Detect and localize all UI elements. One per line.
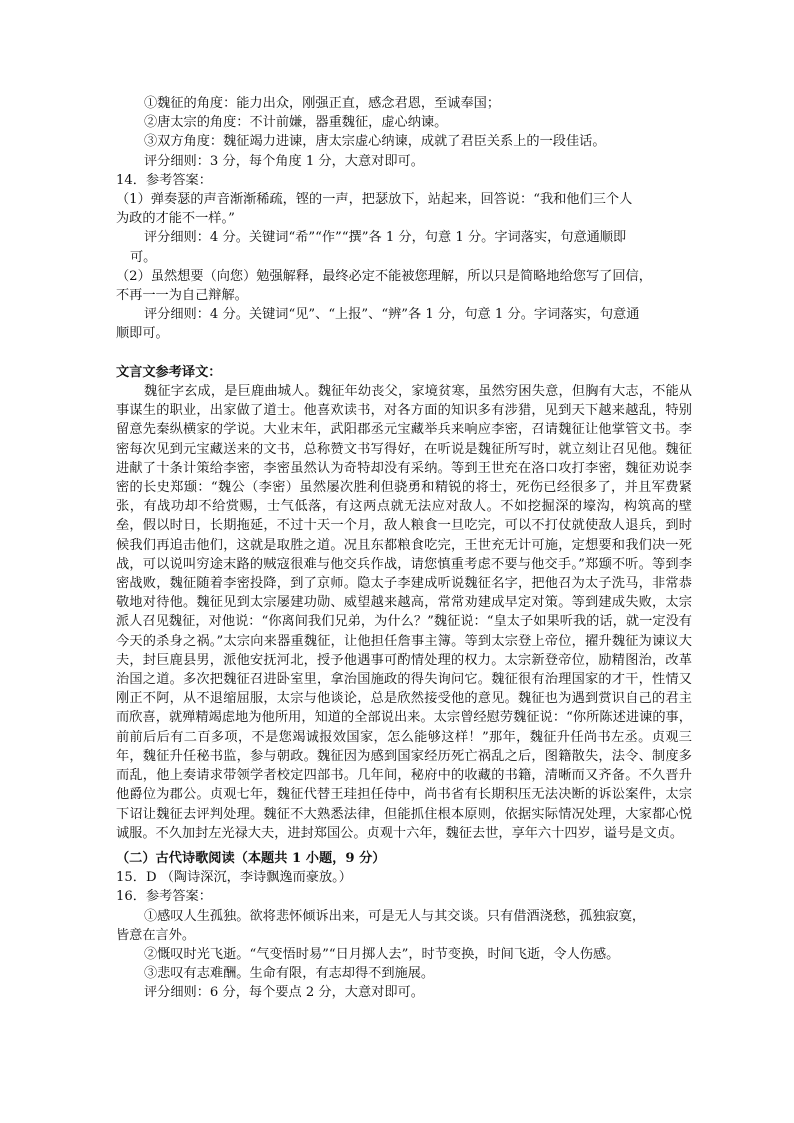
scoring-note: 评分细则：3 分，每个角度 1 分，大意对即可。	[144, 153, 424, 169]
question-14-heading: 14．参考答案：	[116, 172, 212, 188]
scoring-note: 顺即可。	[116, 326, 169, 342]
answer-2-line: 不再一一为自己辩解。	[116, 288, 248, 304]
question-15-answer: 15．D （陶诗深沉，李诗飘逸而豪放。）	[116, 870, 352, 886]
answer-point-2: ②唐太宗的角度：不计前嫌，器重魏征，虚心纳谏。	[144, 115, 448, 131]
scoring-note: 评分细则：4 分。关键词“见”、“上报”、“辨”各 1 分，句意 1 分。字词落实，句意通	[144, 307, 640, 323]
spacer	[116, 344, 692, 363]
answer-point-1: ①魏征的角度：能力出众，刚强正直，感念君恩，至诚奉国；	[144, 96, 501, 111]
scoring-note: 评分细则：6 分，每个要点 2 分，大意对即可。	[144, 985, 424, 1001]
answer-point-3: ③悲叹有志难酬。生命有限，有志却得不到施展。	[144, 966, 435, 982]
scoring-note: 可。	[130, 249, 157, 265]
translation-section	[116, 363, 692, 843]
answer-1-line: 为政的才能不一样。”	[116, 211, 235, 227]
scoring-note: 评分细则：4 分。关键词“希”“作”“撰”各 1 分，句意 1 分。字词落实，句意通顺即	[144, 230, 627, 246]
answer-2-line: （2）虽然想要（向您）勉强解释，最终必定不能被您理解，所以只是简略地给您写了回信，	[116, 268, 652, 284]
question-16-heading: 16．参考答案：	[116, 889, 212, 905]
poetry-heading: （二）古代诗歌阅读（本题共 1 小题，9 分）	[116, 850, 386, 866]
section-13-answers	[116, 94, 692, 171]
document-page	[116, 94, 692, 1003]
translation-body: 魏征字玄成，是巨鹿曲城人。魏征年幼丧父，家境贫寒，虽然穷困失意，但胸有大志，不能从事谋生的职业，出家做了道士。他喜欢读书，对各方面的知识多有涉猎，见到天下越来越乱，特别留意先秦纵横家的学说。大业末年，武阳郡丞元宝藏举兵来响应李密，召请魏征让他掌管文书。李密每次见到元宝藏送来的文书，总称赞文书写得好，在听说是魏征所写时，就立刻让召见他。魏征进献了十条计策给李密，李密虽然认为奇特却没有采纳。等到王世充在洛口攻打李密，魏征劝说李密的长史郑颋：“魏公（李密）虽然屡次胜利但骁勇和精锐的将士，死伤已经很多了，并且军费紧张，有战功却不给赏赐，士气低落，有这两点就无法应对敌人。不如挖掘深的壕沟，构筑高的壁垒，假以时日，长期拖延，不过十天一个月，敌人粮食一旦吃完，可以不打仗就使敌人退兵，到时候我们再追击他们，这就是取胜之道。况且东都粮食吃完，王世充无计可施，定想要和我们决一死战，可以说叫穷途末路的贼寇很难与他交兵作战，请您慎重考虑不要与他交手。”郑颋不听。等到李密战败，魏征随着李密投降，到了京师。隐太子李建成听说魏征名字，把他召为太子洗马，非常恭敬地对待他。魏征见到太宗屡建功勋、威望越来越高，常常劝建成早定对策。等到建成失败，太宗派人召见魏征，对他说：“你离间我们兄弟，为什么？”魏征说：“皇太子如果听我的话，就一定没有今天的杀身之祸。”太宗向来器重魏征，让他担任詹事主簿。等到太宗登上帝位，擢升魏征为谏议大夫，封巨鹿县男，派他安抚河北，授予他遇事可酌情处理的权力。太宗新登帝位，励精图治，改革治国之道。多次把魏征召进卧室里，拿治国施政的得失询问它。魏征很有治理国家的才干，性情又刚正不阿，从不退缩屈服，太宗与他谈论，总是欣然接受他的意见。魏征也为遇到赏识自己的君主而欣喜，就殚精竭虑地为他所用，知道的全部说出来。太宗曾经慰劳魏征说：“你所陈述进谏的事，前前后后有二百多项，不是您竭诚报效国家，怎么能够这样！”那年，魏征升任尚书左丞。贞观三年，魏征升任秘书监，参与朝政。魏征因为感到国家经历死亡祸乱之后，图籍散失，法令、制度多而乱，他上奏请求带领学者校定四部书。几年间，秘府中的收藏的书籍，清晰而又齐备。不久晋升他爵位为郡公。贞观七年，魏征代替王珪担任侍中，尚书省有长期积压无法决断的诉讼案件，太宗下诏让魏征去评判处理。魏征不大熟悉法律，但能抓住根本原则，依据实际情况处理，大家都心悦诚服。不久加封左光禄大夫，进封郑国公。贞观十六年，魏征去世，享年六十四岁，谥号是文贞。	[116, 384, 692, 841]
section-14-answers	[116, 171, 692, 344]
answer-point-2: ②慨叹时光飞逝。“气变悟时易”“日月掷人去”，时节变换，时间飞逝，令人伤感。	[144, 946, 620, 962]
answer-point-1: ①感叹人生孤独。欲将悲怀倾诉出来，可是无人与其交谈。只有借酒浇愁，孤独寂寞，	[144, 908, 646, 924]
poetry-section	[116, 849, 692, 1003]
answer-point-1: 皆意在言外。	[116, 927, 196, 943]
translation-heading: 文言文参考译文：	[116, 364, 222, 380]
answer-1-line: （1）弹奏瑟的声音渐渐稀疏，铿的一声，把瑟放下，站起来，回答说：“我和他们三个人	[116, 192, 633, 208]
answer-point-3: ③双方角度：魏征竭力进谏，唐太宗虚心纳谏，成就了君臣关系上的一段佳话。	[144, 134, 606, 150]
